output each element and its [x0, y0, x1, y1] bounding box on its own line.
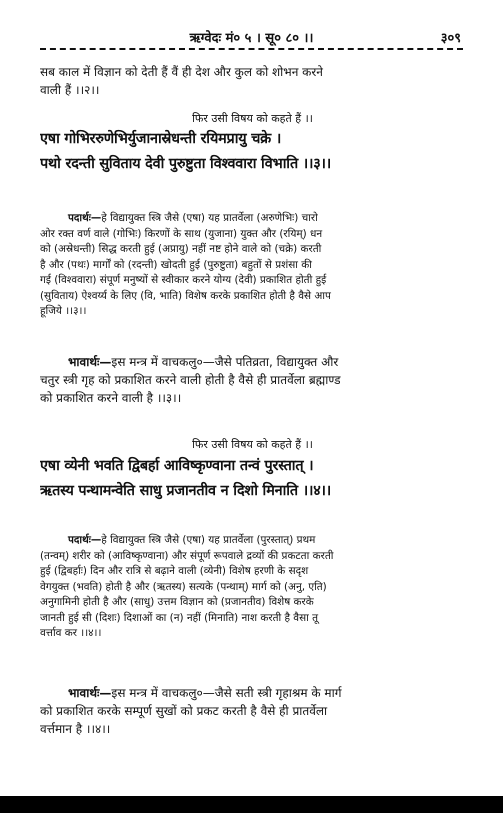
padartha-text: अनुगामिनी होती है और (साधु) उत्तम विज्ञान को (प्रजानतीव) विशेष करके	[40, 596, 314, 608]
bhavartha-text: चतुर स्त्री गृह को प्रकाशित करने वाली होती है वैसे ही प्रातर्वेला ब्रह्माण्ड	[40, 373, 341, 387]
padartha-text: गई (विश्ववारा) संपूर्ण मनुष्यों से स्वीकार करने योग्य (देवी) प्रकाशित होती हुई	[40, 274, 327, 286]
page-header	[0, 28, 503, 46]
padartha-4	[40, 533, 465, 642]
bhavartha-text: को प्रकाशित करने वाली है ।।३।।	[40, 391, 182, 405]
bhavartha-3	[40, 353, 465, 407]
padartha-text: हे विद्यायुक्त स्त्रि जैसे (एषा) यह प्रातर्वेला (पुरस्तात्) प्रथम	[101, 534, 316, 546]
padartha-text: जानती हुई सी (दिशः) दिशाओं का (न) नहीं (मिनाति) नाश करती है वैसा तू	[40, 611, 319, 624]
padartha-text: हे विद्यायुक्त स्त्रि जैसे (एषा) यह प्रातर्वेला (अरुणेभिः) चारो	[101, 212, 318, 224]
padartha-text: (सुविताय) ऐश्वर्य्य के लिए (वि, भाति) विशेष करके प्रकाशित होती है वैसे आप	[40, 289, 331, 302]
bhavartha-text: को प्रकाशित करके सम्पूर्ण सुखों को प्रकट करती है वैसे ही प्रातर्वेला	[40, 704, 328, 718]
padartha-label: पदार्थः—	[68, 212, 102, 224]
padartha-text: को (अस्रेधन्ती) सिद्ध करती हुई (अप्रायु) नहीं नष्ट होने वाले को (चक्रे) करती	[40, 243, 322, 255]
page-number: ३०९	[440, 31, 461, 46]
bhavartha-4	[40, 684, 465, 738]
padartha-text: (तन्वम्) शरीर को (आविष्कृण्वाना) और संपूर्ण रूपवाले द्रव्यों की प्रकटता करती	[40, 549, 334, 562]
verse-line: एषा व्येनी भवति द्विबर्हा आविष्कृण्वाना तन्वं पुरस्तात् ।	[40, 458, 314, 474]
padartha-3	[40, 211, 465, 320]
padartha-text: हुई (द्विबर्हाः) दिन और रात्रि से बढ़ाने वाली (व्येनी) विशेष हरणी के सदृश	[40, 565, 309, 577]
running-header-title: ऋग्वेदः मं० ५ । सू० ८० ।।	[189, 31, 314, 46]
topic-heading: फिर उसी विषय को कहते हैं ।।	[192, 112, 313, 125]
topic-heading: फिर उसी विषय को कहते हैं ।।	[192, 438, 313, 451]
scan-bottom-edge	[0, 796, 503, 813]
verse-4	[40, 454, 465, 504]
bhavartha-text: वर्त्तमान है ।।४।।	[40, 722, 111, 736]
bhavartha-text: इस मन्त्र में वाचकलु०—जैसे पतिव्रता, विद्यायुक्त और	[111, 355, 339, 369]
verse-3	[40, 127, 465, 177]
verse-line: ऋतस्य पन्थामन्वेति साधु प्रजानतीव न दिशो मिनाति ।।४।।	[40, 483, 332, 499]
bhavartha-text: इस मन्त्र में वाचकलु०—जैसे सती स्त्री गृहाश्रम के मार्ग	[111, 686, 342, 700]
header-divider	[40, 48, 463, 50]
padartha-text: हूजिये ।।३।।	[40, 305, 87, 317]
bhavartha-label: भावार्थः—	[68, 686, 112, 700]
padartha-label: पदार्थः—	[68, 534, 102, 546]
padartha-text: है और (पथः) मार्गों को (रदन्ती) खोदती हुई (पुरुष्टुता) बहुतों से प्रशंसा की	[40, 258, 312, 271]
bhavartha-label: भावार्थः—	[68, 355, 112, 369]
intro-line: सब काल में विज्ञान को देती हैं वैं ही देश और कुल को शोभन करने	[40, 65, 323, 79]
padartha-text: वर्त्ताव कर ।।४।।	[40, 627, 102, 639]
verse-line: पथो रदन्ती सुविताय देवी पुरुष्टुता विश्ववारा विभाति ।।३।।	[40, 156, 332, 172]
intro-line: वाली हैं ।।२।।	[40, 83, 100, 97]
intro-paragraph	[40, 63, 465, 99]
verse-line: एषा गोभिररुणेभिर्युजानास्रेधन्ती रयिमप्रायु चक्रे ।	[40, 131, 282, 147]
padartha-text: वेगयुक्त (भवति) होती है और (ऋतस्य) सत्यके (पन्थाम्) मार्ग को (अनु, एति)	[40, 580, 327, 593]
padartha-text: ओर रक्त वर्ण वाले (गोभिः) किरणों के साथ (युजाना) युक्त और (रयिम्) धन	[40, 227, 323, 240]
